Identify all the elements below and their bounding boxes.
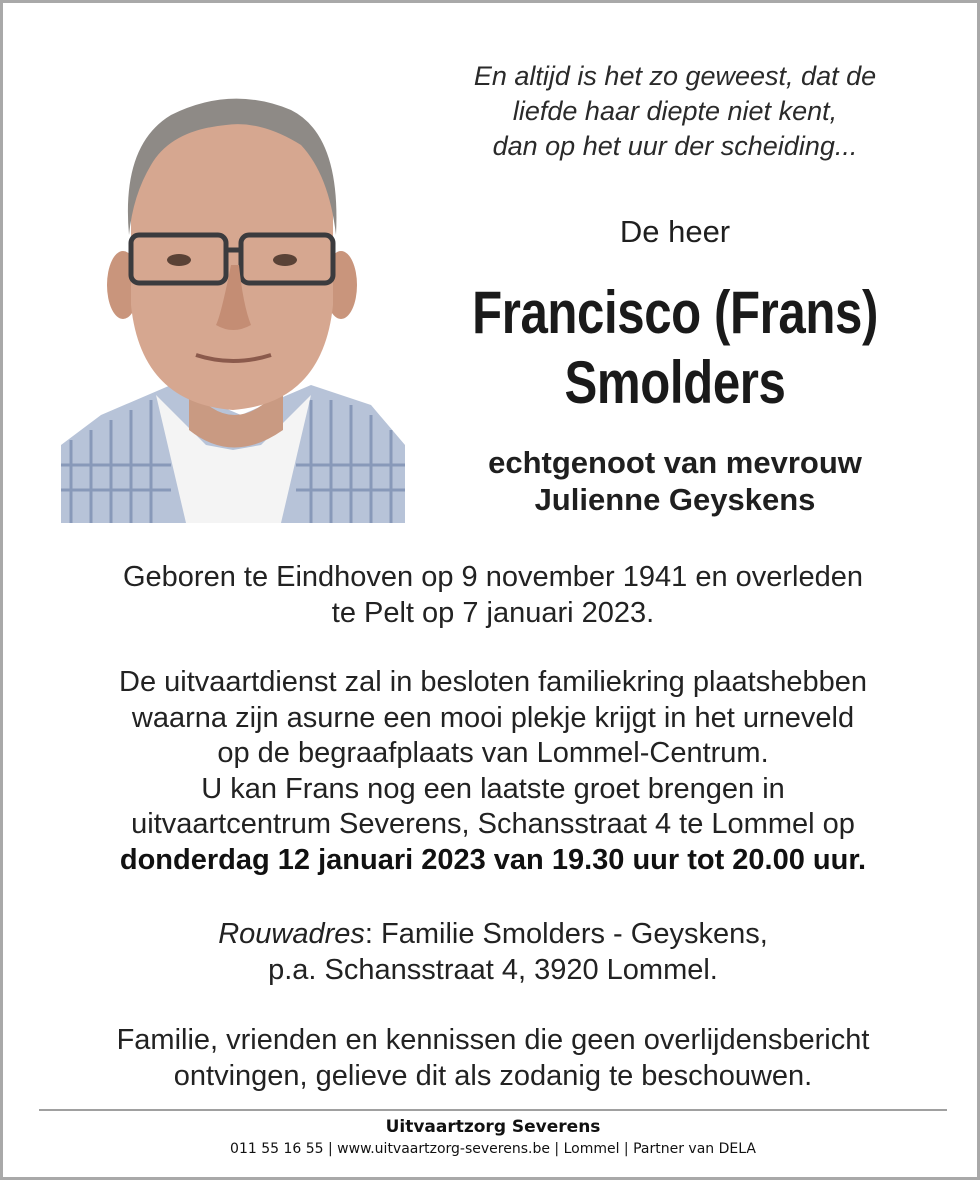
name-line: Francisco (Frans): [472, 279, 878, 346]
paragraph-line: te Pelt op 7 januari 2023.: [331, 596, 655, 629]
salutation: De heer: [619, 214, 731, 249]
paragraph-line: Geboren te Eindhoven op 9 november 1941 en overleden: [122, 561, 864, 593]
funeral-service-paragraph: [43, 665, 943, 878]
mourning-address-paragraph: [43, 917, 943, 988]
portrait-photo: [61, 85, 405, 523]
paragraph-line: waarna zijn asurne een mooi plekje krijgt in het urneveld: [131, 701, 855, 734]
address-line: : Familie Smolders - Geyskens,: [364, 918, 768, 950]
visitation-time: donderdag 12 januari 2023 van 19.30 uur tot 20.00 uur.: [119, 843, 867, 876]
spouse-info: [415, 444, 935, 518]
header-text-block: [415, 59, 935, 518]
funeral-home-name: Uitvaartzorg Severens: [385, 1117, 601, 1137]
paragraph-line: U kan Frans nog een laatste groet brengen in: [201, 772, 785, 805]
quote-line: En altijd is het zo geweest, dat de: [473, 61, 877, 91]
paragraph-line: op de begraafplaats van Lommel-Centrum.: [217, 737, 769, 769]
paragraph-line: ontvingen, gelieve dit als zodanig te beschouwen.: [173, 1059, 813, 1092]
notice-paragraph: [43, 1023, 943, 1094]
spouse-line: echtgenoot van mevrouw: [488, 445, 862, 480]
paragraph-line: p.a. Schansstraat 4, 3920 Lommel.: [268, 953, 718, 986]
paragraph-line: De uitvaartdienst zal in besloten familiekring plaatshebben: [119, 666, 867, 698]
paragraph-line: uitvaartcentrum Severens, Schansstraat 4 te Lommel op: [131, 808, 855, 840]
paragraph-line: [43, 917, 943, 953]
paragraph-line: Familie, vrienden en kennissen die geen overlijdensbericht: [116, 1024, 870, 1056]
opening-quote: [415, 59, 935, 164]
spouse-line: Julienne Geyskens: [534, 482, 816, 517]
name-line: Smolders: [564, 349, 786, 416]
birth-death-paragraph: [43, 560, 943, 631]
address-label: Rouwadres: [218, 918, 365, 950]
funeral-home-contact: 011 55 16 55 | www.uitvaartzorg-severens.be | Lommel | Partner van DELA: [230, 1141, 756, 1157]
quote-line: dan op het uur der scheiding...: [492, 131, 858, 161]
quote-line: liefde haar diepte niet kent,: [512, 96, 838, 126]
footer-divider: [39, 1109, 947, 1111]
deceased-name: [462, 278, 888, 418]
